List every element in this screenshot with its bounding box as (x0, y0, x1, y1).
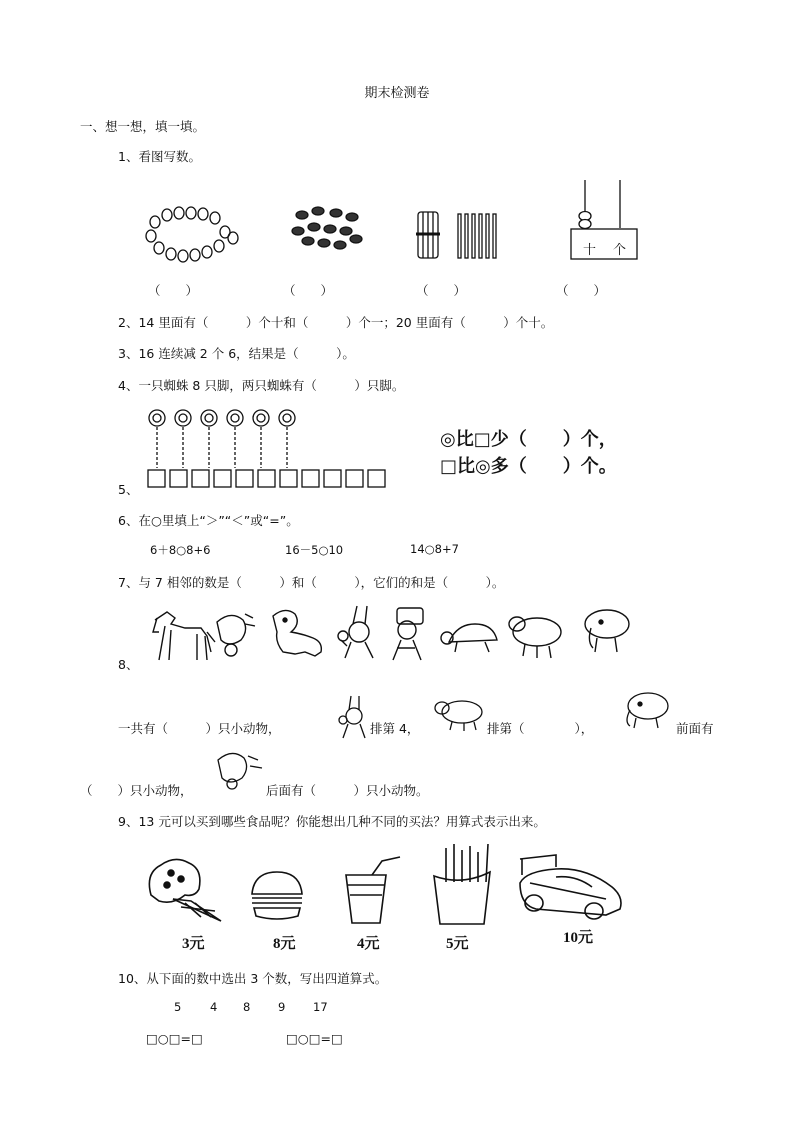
price-label: 10元 (563, 930, 594, 946)
circle-mark (201, 410, 217, 426)
q8-text: 排第 4， (370, 721, 420, 736)
circle-mark (253, 410, 269, 426)
formula-template[interactable]: □○□=□ (286, 1031, 343, 1046)
circle-mark-inner (231, 414, 239, 422)
number-option: 17 (313, 1000, 328, 1014)
square-mark (368, 470, 385, 487)
bird-icon (217, 614, 255, 656)
q5-text: 比 (457, 456, 476, 477)
square-mark (148, 470, 165, 487)
turtle-icon (441, 624, 497, 652)
answer-blank[interactable]: （ ） (416, 283, 467, 298)
square-mark (192, 470, 209, 487)
square-mark (280, 470, 297, 487)
question-9-label: 9、13 元可以买到哪些食品呢？你能想出几种不同的买法？用算式表示出来。 (118, 814, 546, 829)
price-label: 5元 (446, 936, 469, 952)
q8-text: 一共有（ ）只小动物， (118, 721, 281, 736)
q5-text: 多（ ）个。 (490, 456, 617, 477)
cat-icon (393, 608, 423, 660)
page-title: 期末检测卷 (364, 86, 430, 101)
square-mark (346, 470, 363, 487)
compare-item[interactable]: 14○8+7 (410, 542, 459, 556)
price-label: 4元 (357, 936, 380, 952)
question-2: 2、14 里面有（ ）个十和（ ）个一；20 里面有（ ）个十。 (118, 315, 554, 330)
square-mark (170, 470, 187, 487)
section-heading: 一、想一想，填一填。 (80, 119, 206, 134)
elephant-icon (585, 610, 629, 652)
answer-blank[interactable]: （ ） (556, 283, 607, 298)
circle-mark-inner (257, 414, 265, 422)
octagon-icon: ◎ (440, 429, 456, 450)
circle-mark-inner (205, 414, 213, 422)
sticks-figure (416, 210, 496, 260)
compare-item[interactable]: 16－5○10 (285, 543, 344, 557)
toy-car-icon (516, 853, 626, 925)
animal-row-figure (145, 602, 635, 664)
circles-squares-figure (145, 408, 395, 493)
q5-text: 少（ ）个， (490, 429, 617, 450)
sheep-icon (432, 696, 486, 732)
abacus-tens-label: 十 (583, 243, 597, 258)
q8-text: （ ）只小动物， (80, 783, 193, 798)
square-icon: □ (440, 456, 458, 477)
ice-cream-icon (145, 855, 225, 925)
question-7: 7、与 7 相邻的数是（ ）和（ ），它们的和是（ ）。 (118, 575, 505, 590)
circle-mark (175, 410, 191, 426)
price-label: 8元 (273, 936, 296, 952)
bead-ring-figure (145, 208, 240, 268)
q8-text: 前面有 (676, 721, 714, 736)
circle-mark (149, 410, 165, 426)
fries-icon (432, 842, 492, 927)
number-option: 8 (243, 1000, 251, 1014)
circle-mark (227, 410, 243, 426)
answer-blank[interactable]: （ ） (148, 283, 199, 298)
candy-pile-figure (290, 205, 365, 250)
sheep-icon (509, 617, 561, 658)
dog-icon (273, 610, 321, 656)
number-option: 9 (278, 1000, 286, 1014)
rabbit-icon (337, 694, 369, 740)
rabbit-icon (338, 606, 373, 658)
number-option: 4 (210, 1000, 218, 1014)
abacus-ones-label: 个 (613, 243, 627, 258)
question-5-label: 5、 (118, 482, 139, 497)
q5-text: 比 (455, 429, 474, 450)
square-icon: □ (473, 429, 491, 450)
hamburger-icon (250, 870, 304, 922)
octagon-icon: ◎ (475, 456, 491, 477)
square-mark (302, 470, 319, 487)
price-label: 3元 (182, 936, 205, 952)
square-mark (236, 470, 253, 487)
q8-text: 后面有（ ）只小动物。 (266, 783, 429, 798)
square-mark (214, 470, 231, 487)
q5-line-1 (440, 425, 617, 451)
q8-text: 排第（ ）， (487, 721, 594, 736)
square-mark (258, 470, 275, 487)
question-4: 4、一只蜘蛛 8 只脚，两只蜘蛛有（ ）只脚。 (118, 378, 405, 393)
circle-mark-inner (179, 414, 187, 422)
horse-icon (153, 612, 215, 660)
question-3: 3、16 连续减 2 个 6，结果是（ ）。 (118, 346, 355, 361)
question-8-label: 8、 (118, 657, 139, 672)
circle-mark (279, 410, 295, 426)
question-1-label: 1、看图写数。 (118, 149, 201, 164)
bird-icon (214, 748, 266, 790)
answer-blank[interactable]: （ ） (283, 283, 334, 298)
number-option: 5 (174, 1000, 182, 1014)
circle-mark-inner (283, 414, 291, 422)
q5-line-2 (440, 452, 617, 478)
square-mark (324, 470, 341, 487)
compare-item[interactable]: 6＋8○8+6 (150, 543, 211, 557)
drink-icon (342, 855, 404, 925)
circle-mark-inner (153, 414, 161, 422)
elephant-icon (618, 690, 672, 730)
question-10-label: 10、从下面的数中选出 3 个数，写出四道算式。 (118, 971, 388, 986)
question-6-label: 6、在○里填上“＞”“＜”或“=”。 (118, 513, 299, 528)
formula-template[interactable]: □○□=□ (146, 1031, 203, 1046)
